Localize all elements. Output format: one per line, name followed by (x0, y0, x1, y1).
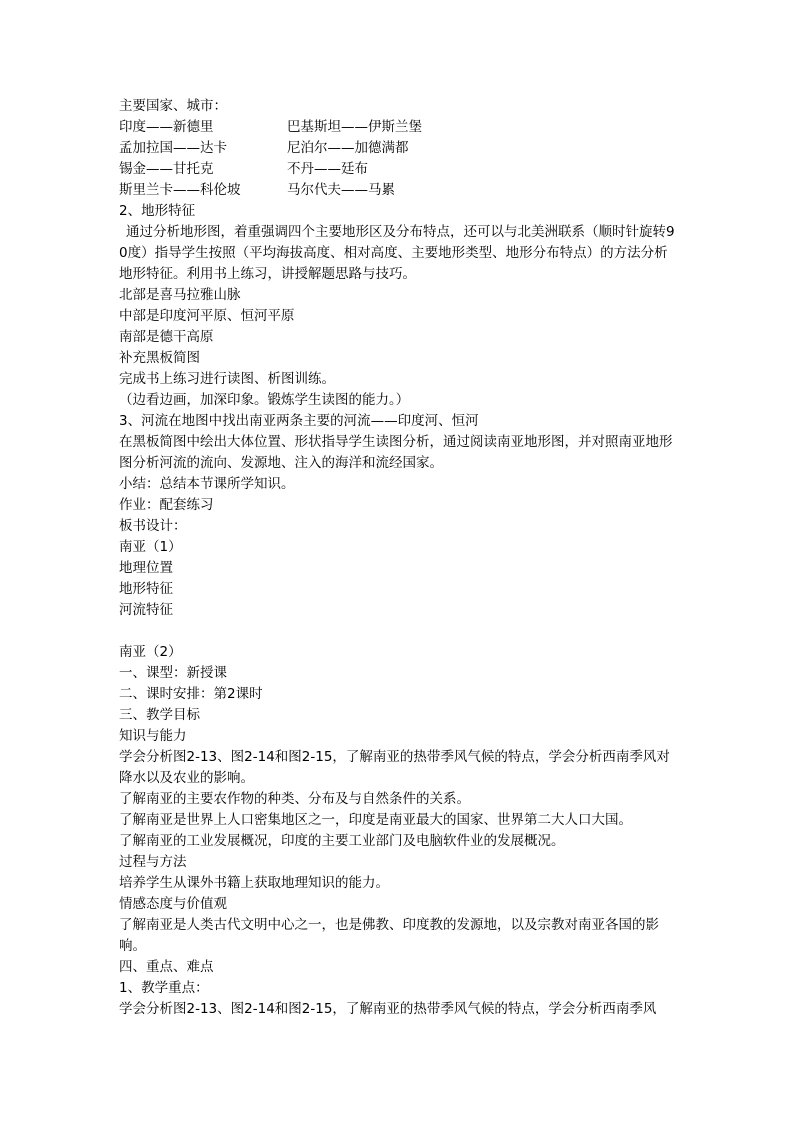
country-row (119, 138, 679, 159)
process-item: 培养学生从课外书籍上获取地理知识的能力。 (119, 875, 389, 891)
country-row (119, 180, 679, 201)
terrain-heading: 2、地形特征 (119, 203, 196, 219)
country-capital: 巴基斯坦——伊斯兰堡 (287, 119, 422, 135)
board-title: 南亚（1） (119, 539, 182, 555)
attitude-item: 了解南亚是人类古代文明中心之一，也是佛教、印度教的发源地，以及宗教对南亚各国的影响。 (119, 917, 659, 954)
country-row (119, 159, 679, 180)
countries-heading: 主要国家、城市： (119, 98, 227, 114)
rivers-heading: 3、河流在地图中找出南亚两条主要的河流——印度河、恒河 (119, 413, 479, 429)
board-item: 河流特征 (119, 602, 173, 618)
key-point-heading: 1、教学重点： (119, 980, 209, 996)
country-capital: 印度——新德里 (119, 119, 214, 135)
board-design-heading: 板书设计： (119, 518, 187, 534)
terrain-south: 南部是德干高原 (119, 329, 214, 345)
country-capital: 锡金——甘托克 (119, 161, 214, 177)
knowledge-item: 了解南亚的工业发展概况，印度的主要工业部门及电脑软件业的发展概况。 (119, 833, 565, 849)
section2-title: 南亚（2） (119, 644, 182, 660)
terrain-paragraph: 通过分析地形图，着重强调四个主要地形区及分布特点，还可以与北美洲联系（顺时针旋转90度）指导学生按照（平均海拔高度、相对高度、主要地形类型、地形分布特点）的方法分析地形特征。利用书上练习，讲授解题思路与技巧。 (119, 224, 675, 282)
blank-line (119, 621, 679, 642)
terrain-middle: 中部是印度河平原、恒河平原 (119, 308, 295, 324)
knowledge-item: 了解南亚是世界上人口密集地区之一，印度是南亚最大的国家、世界第二大人口大国。 (119, 812, 632, 828)
country-capital: 不丹——廷布 (287, 161, 368, 177)
lesson-schedule: 二、课时安排：第2课时 (119, 686, 263, 702)
country-capital: 斯里兰卡——科伦坡 (119, 182, 241, 198)
knowledge-item: 了解南亚的主要农作物的种类、分布及与自然条件的关系。 (119, 791, 470, 807)
summary-line: 小结：总结本节课所学知识。 (119, 476, 295, 492)
country-capital: 马尔代夫——马累 (287, 182, 395, 198)
key-point-text: 学会分析图2-13、图2-14和图2-15，了解南亚的热带季风气候的特点，学会分析西南季风 (119, 1001, 657, 1017)
lesson-type: 一、课型：新授课 (119, 665, 227, 681)
board-item: 地形特征 (119, 581, 173, 597)
country-capital: 孟加拉国——达卡 (119, 140, 227, 156)
exercise-note: （边看边画，加深印象。锻炼学生读图的能力。） (119, 392, 410, 408)
exercise-line: 完成书上练习进行读图、析图训练。 (119, 371, 335, 387)
terrain-north: 北部是喜马拉雅山脉 (119, 287, 241, 303)
rivers-paragraph: 在黑板简图中绘出大体位置、形状指导学生读图分析，通过阅读南亚地形图，并对照南亚地形图分析河流的流向、发源地、注入的海洋和流经国家。 (119, 434, 673, 471)
key-points-heading: 四、重点、难点 (119, 959, 214, 975)
knowledge-item: 学会分析图2-13、图2-14和图2-15，了解南亚的热带季风气候的特点，学会分析西南季风对降水以及农业的影响。 (119, 749, 670, 786)
country-row (119, 117, 679, 138)
goals-heading: 三、教学目标 (119, 707, 200, 723)
knowledge-heading: 知识与能力 (119, 728, 187, 744)
homework-line: 作业：配套练习 (119, 497, 214, 513)
document-page (119, 96, 679, 1020)
attitude-heading: 情感态度与价值观 (119, 896, 227, 912)
country-capital: 尼泊尔——加德满都 (287, 140, 409, 156)
board-item: 地理位置 (119, 560, 173, 576)
blackboard-sketch: 补充黑板简图 (119, 350, 200, 366)
process-heading: 过程与方法 (119, 854, 187, 870)
